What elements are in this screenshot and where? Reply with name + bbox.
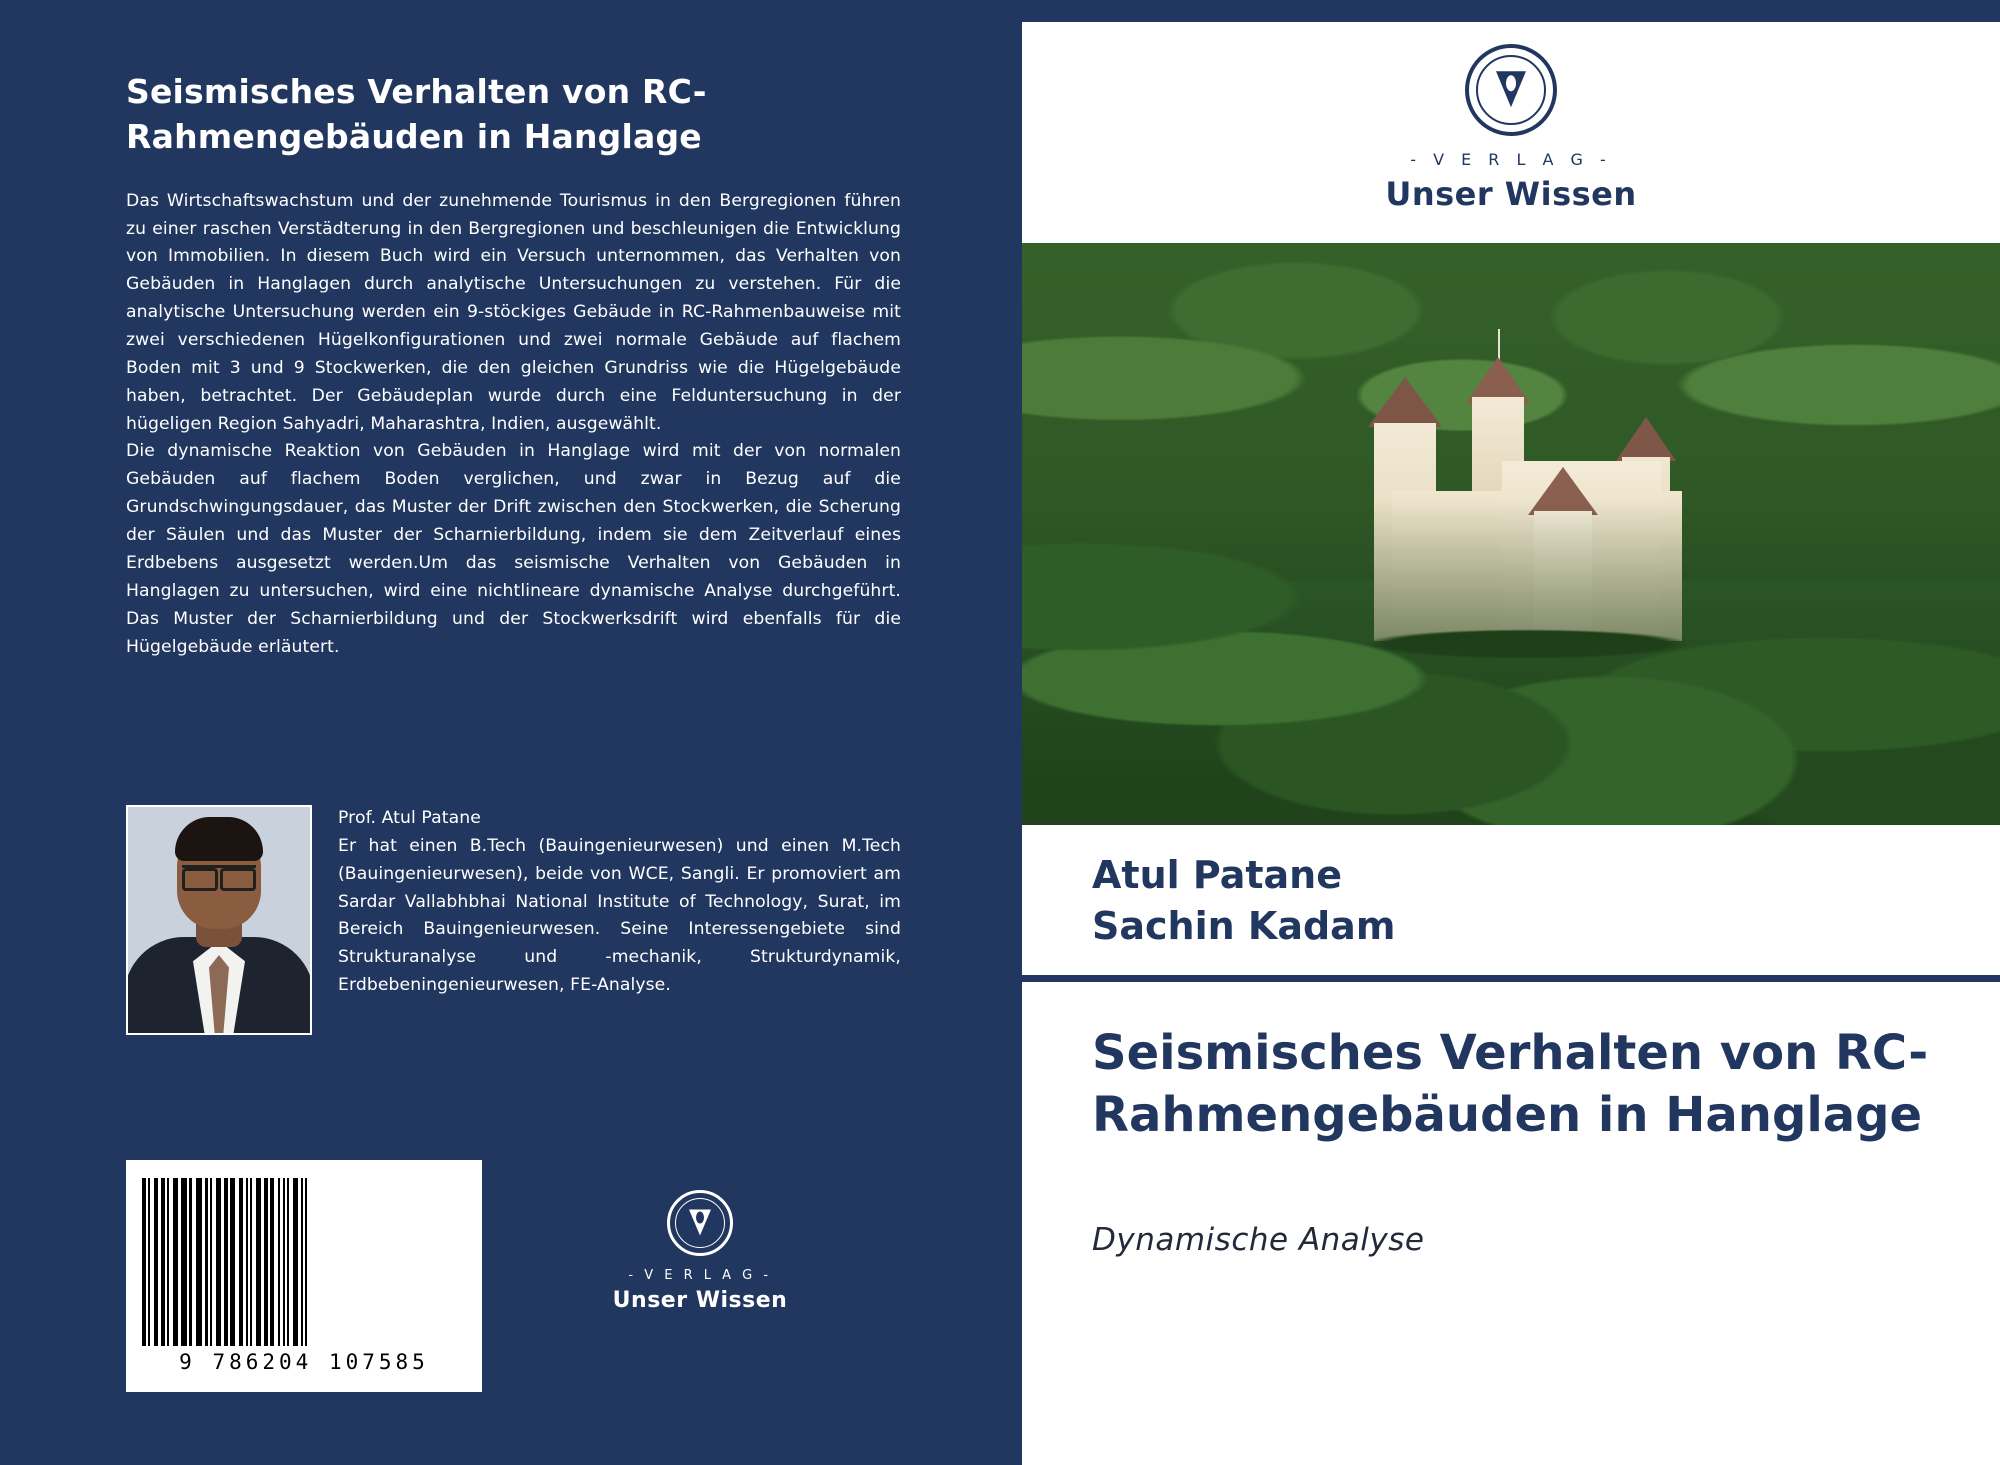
barcode	[126, 1160, 482, 1392]
author-2: Sachin Kadam	[1092, 903, 1396, 948]
front-publisher-logo	[1022, 44, 2000, 213]
author-1: Atul Patane	[1092, 853, 1342, 897]
barcode-number: 9 786204 107585	[179, 1350, 429, 1374]
pen-nib-icon	[1465, 44, 1557, 136]
abstract-paragraph-1: Das Wirtschaftswachstum und der zunehmende Tourismus in den Bergregionen führen zu einer raschen Verstädterung in den Bergregionen und beschleunigen die Entwicklung von Immobilien. In diesem Buch wird ein Versuch unternommen, das Verhalten von Gebäuden in Hanglagen durch analytische Untersuchungen zu verstehen. Für die analytische Untersuchung werden ein 9-stöckiges Gebäude in RC-Rahmenbauweise mit zwei verschiedenen Hügelkonfigurationen und zwei normale Gebäude auf flachem Boden mit 3 und 9 Stockwerken, die den gleichen Grundriss wie die Hügelgebäude haben, betrachtet. Der Gebäudeplan wurde durch eine Felduntersuchung in der hügeligen Region Sahyadri, Maharashtra, Indien, ausgewählt.	[126, 190, 901, 434]
barcode-bars	[142, 1178, 466, 1346]
back-publisher-logo	[600, 1190, 800, 1313]
book-spine	[1000, 0, 1022, 1465]
back-cover-text-block	[126, 70, 901, 661]
author-bio-block	[126, 805, 901, 1035]
author-photo	[126, 805, 312, 1035]
back-cover-title: Seismisches Verhalten von RC-Rahmengebäuden in Hanglage	[126, 72, 707, 156]
back-publisher-verlag: - V E R L A G -	[628, 1268, 772, 1283]
author-bio-description: Er hat einen B.Tech (Bauingenieurwesen) und einen M.Tech (Bauingenieurwesen), beide von WCE, Sangli. Er promoviert am Sardar Vallabhbhai National Institute of Technology, Surat, im Bereich Bauingenieurwesen. Seine Interessengebiete sind Strukturanalyse und -mechanik, Strukturdynamik, Erdbebeningenieurwesen, FE-Analyse.	[338, 835, 901, 996]
pen-nib-icon	[667, 1190, 733, 1256]
back-publisher-name: Unser Wissen	[612, 1288, 788, 1313]
front-cover-subtitle: Dynamische Analyse	[1092, 1222, 1425, 1258]
abstract-paragraph-2: Die dynamische Reaktion von Gebäuden in Hanglage wird mit der von normalen Gebäuden auf flachem Boden verglichen, und zwar in Bezug auf die Grundschwingungsdauer, das Muster der Drift zwischen den Stockwerken, die Scherung der Säulen und das Muster der Scharnierbildung, indem sie dem Zeitverlauf eines Erdbebens ausgesetzt werden.Um das seismische Verhalten von Gebäuden in Hanglagen zu untersuchen, wird eine nichtlineare dynamische Analyse durchgeführt. Das Muster der Scharnierbildung und der Stockwerksdrift wird ebenfalls für die Hügelgebäude erläutert.	[126, 441, 901, 657]
author-bio-text-wrap	[338, 805, 901, 1035]
front-cover-top-bar	[1022, 0, 2000, 22]
back-cover-abstract	[126, 188, 901, 662]
front-cover	[1022, 0, 2000, 1465]
front-cover-authors	[1092, 850, 1395, 952]
front-cover-divider	[1022, 975, 2000, 982]
cover-image	[1022, 243, 2000, 825]
front-publisher-verlag: - V E R L A G -	[1410, 150, 1612, 169]
front-publisher-name: Unser Wissen	[1385, 175, 1637, 213]
front-cover-title: Seismisches Verhalten von RC-Rahmengebäuden in Hanglage	[1092, 1025, 1929, 1144]
author-bio-name: Prof. Atul Patane	[338, 808, 481, 828]
